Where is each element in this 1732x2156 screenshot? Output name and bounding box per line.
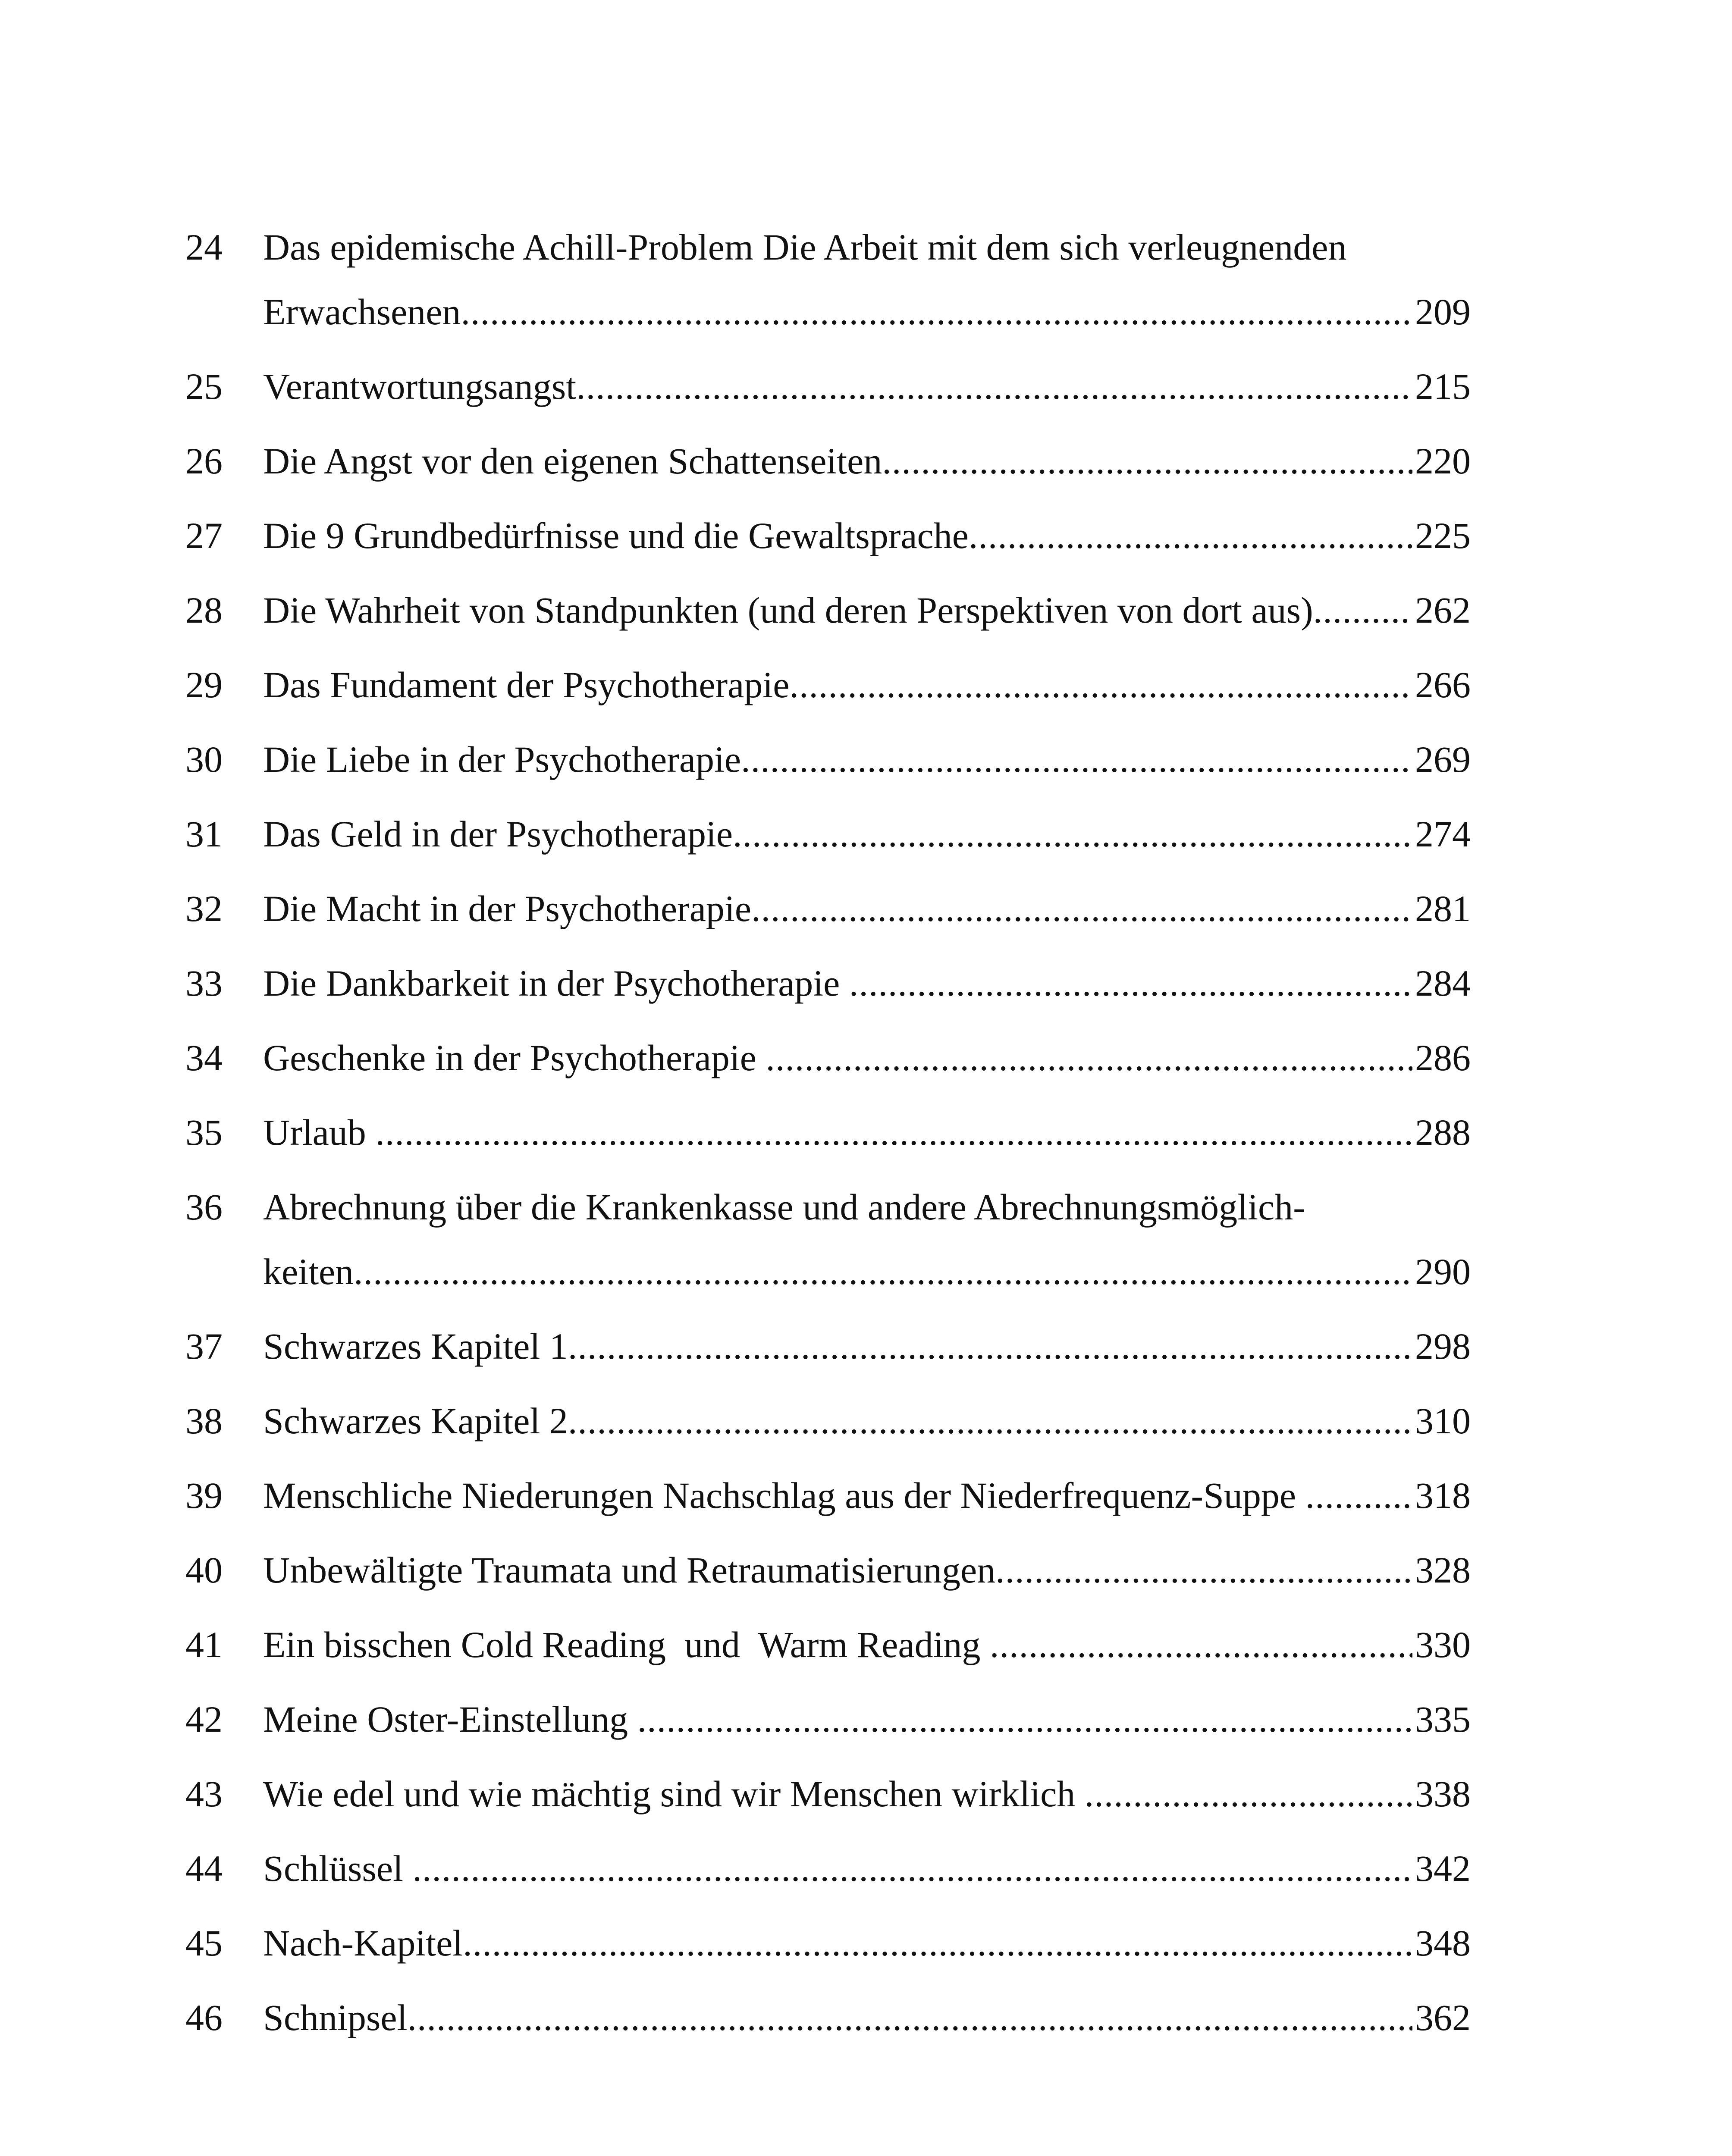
chapter-title: keiten (263, 1251, 354, 1292)
chapter-title: Ein bisschen Cold Reading und Warm Reading (263, 1624, 990, 1665)
chapter-number: 44 (185, 1848, 223, 1889)
toc-entry[interactable] (185, 1538, 1471, 1602)
chapter-number: 39 (185, 1475, 223, 1516)
dot-leader (733, 802, 1412, 866)
toc-leader-line (263, 1100, 1471, 1165)
page-number: 298 (1415, 1326, 1471, 1367)
chapter-title: Wie edel und wie mächtig sind wir Menschen wirklich (263, 1773, 1085, 1814)
page-number: 342 (1415, 1848, 1471, 1889)
dot-leader (354, 1239, 1412, 1304)
toc-leader-line (263, 1911, 1471, 1975)
chapter-title: Verantwortungsangst (263, 366, 577, 407)
toc-leader-line (263, 1239, 1471, 1304)
chapter-title: Schlüssel (263, 1848, 413, 1889)
page-number: 330 (1415, 1624, 1471, 1665)
dot-leader (568, 1314, 1412, 1379)
dot-leader (1085, 1761, 1412, 1826)
page-number: 348 (1415, 1922, 1471, 1964)
chapter-number: 33 (185, 962, 223, 1004)
toc-leader-line (263, 1985, 1471, 2050)
dot-leader (766, 1025, 1412, 1090)
page-number: 269 (1415, 739, 1471, 780)
chapter-title: Die Macht in der Psychotherapie (263, 888, 751, 929)
page-number: 209 (1415, 291, 1471, 332)
dot-leader (576, 354, 1412, 419)
toc-entry[interactable] (185, 1025, 1471, 1090)
chapter-title: Schwarzes Kapitel 2 (263, 1400, 568, 1442)
chapter-number: 24 (185, 226, 223, 268)
toc-entry[interactable] (185, 951, 1471, 1015)
chapter-title: Menschliche Niederungen Nachschlag aus der Niederfrequenz-Suppe (263, 1475, 1305, 1516)
chapter-number: 45 (185, 1922, 223, 1964)
toc-entry[interactable] (185, 1175, 1471, 1304)
dot-leader (568, 1388, 1412, 1453)
chapter-title: Die 9 Grundbedürfnisse und die Gewaltsprache (263, 515, 969, 556)
page-number: 338 (1415, 1773, 1471, 1814)
chapter-number: 32 (185, 888, 223, 929)
toc-leader-line (263, 1538, 1471, 1602)
toc-leader-line (263, 727, 1471, 792)
toc-entry[interactable] (185, 1612, 1471, 1677)
chapter-title: Meine Oster-Einstellung (263, 1698, 637, 1740)
chapter-title: Schnipsel (263, 1997, 408, 2038)
toc-leader-line (263, 802, 1471, 866)
page-number: 215 (1415, 366, 1471, 407)
toc-entry[interactable] (185, 1985, 1471, 2050)
toc-entry[interactable] (185, 1463, 1471, 1528)
toc-leader-line (263, 1025, 1471, 1090)
toc-leader-line (263, 876, 1471, 941)
page-number: 225 (1415, 515, 1471, 556)
chapter-title-line1: Abrechnung über die Krankenkasse und andere Abrechnungsmöglich- (263, 1186, 1305, 1228)
page-number: 220 (1415, 440, 1471, 482)
toc-entry[interactable] (185, 215, 1471, 344)
toc-leader-line (263, 578, 1471, 642)
toc-entry[interactable] (185, 1388, 1471, 1453)
page-number: 288 (1415, 1112, 1471, 1153)
page-number: 266 (1415, 664, 1471, 705)
toc-entry[interactable] (185, 1836, 1471, 1901)
dot-leader (995, 1538, 1412, 1602)
page-number: 310 (1415, 1400, 1471, 1442)
page-number: 262 (1415, 589, 1471, 631)
chapter-number: 46 (185, 1997, 223, 2038)
toc-leader-line (263, 279, 1471, 344)
dot-leader (849, 951, 1412, 1015)
page-number: 318 (1415, 1475, 1471, 1516)
toc-leader-line (263, 354, 1471, 419)
toc-entry[interactable] (185, 876, 1471, 941)
chapter-title: Das Fundament der Psychotherapie (263, 664, 790, 705)
dot-leader (751, 876, 1412, 941)
toc-entry[interactable] (185, 802, 1471, 866)
toc-leader-line (263, 951, 1471, 1015)
chapter-number: 25 (185, 366, 223, 407)
page-number: 290 (1415, 1251, 1471, 1292)
toc-entry[interactable] (185, 354, 1471, 419)
page-number: 286 (1415, 1037, 1471, 1078)
page-number: 281 (1415, 888, 1471, 929)
chapter-number: 30 (185, 739, 223, 780)
chapter-title: Die Wahrheit von Standpunkten (und deren Perspektiven von dort aus) (263, 589, 1313, 631)
dot-leader (741, 727, 1412, 792)
chapter-number: 26 (185, 440, 223, 482)
toc-leader-line (263, 652, 1471, 717)
chapter-number: 37 (185, 1326, 223, 1367)
toc-leader-line (263, 1463, 1471, 1528)
toc-entry-body (263, 215, 1471, 344)
chapter-title: Erwachsenen (263, 291, 461, 332)
dot-leader (969, 503, 1412, 568)
dot-leader (637, 1687, 1412, 1752)
chapter-number: 38 (185, 1400, 223, 1442)
chapter-number: 40 (185, 1549, 223, 1591)
toc-leader-line (263, 1388, 1471, 1453)
toc-entry[interactable] (185, 429, 1471, 493)
page-number: 362 (1415, 1997, 1471, 2038)
chapter-number: 43 (185, 1773, 223, 1814)
toc-entry[interactable] (185, 1911, 1471, 1975)
page-number: 335 (1415, 1698, 1471, 1740)
dot-leader (375, 1100, 1412, 1165)
chapter-number: 29 (185, 664, 223, 705)
dot-leader (412, 1836, 1412, 1901)
toc-entry[interactable] (185, 503, 1471, 568)
chapter-title: Die Dankbarkeit in der Psychotherapie (263, 962, 849, 1004)
dot-leader (1313, 578, 1412, 642)
page-number: 274 (1415, 813, 1471, 855)
page-number: 328 (1415, 1549, 1471, 1591)
dot-leader (789, 652, 1412, 717)
chapter-title-line1: Das epidemische Achill-Problem Die Arbeit mit dem sich verleugnenden (263, 226, 1347, 268)
dot-leader (463, 1911, 1412, 1975)
toc-leader-line (263, 1761, 1471, 1826)
toc-entry[interactable] (185, 1100, 1471, 1165)
dot-leader (990, 1612, 1412, 1677)
chapter-number: 41 (185, 1624, 223, 1665)
dot-leader (407, 1985, 1412, 2050)
dot-leader (461, 279, 1412, 344)
toc-leader-line (263, 429, 1471, 493)
chapter-title: Unbewältigte Traumata und Retraumatisierungen (263, 1549, 996, 1591)
toc-entry[interactable] (185, 727, 1471, 792)
toc-leader-line (263, 503, 1471, 568)
chapter-number: 42 (185, 1698, 223, 1740)
toc-leader-line (263, 1836, 1471, 1901)
toc-entry[interactable] (185, 1761, 1471, 1826)
toc-entry[interactable] (185, 652, 1471, 717)
toc-leader-line (263, 1314, 1471, 1379)
chapter-title: Das Geld in der Psychotherapie (263, 813, 733, 855)
chapter-title: Schwarzes Kapitel 1 (263, 1326, 568, 1367)
dot-leader (1305, 1463, 1412, 1528)
chapter-number: 27 (185, 515, 223, 556)
toc-entry[interactable] (185, 1687, 1471, 1752)
page-number: 284 (1415, 962, 1471, 1004)
dot-leader (882, 429, 1412, 493)
chapter-title: Urlaub (263, 1112, 376, 1153)
toc-entry-body (263, 1175, 1471, 1304)
toc-leader-line (263, 1687, 1471, 1752)
table-of-contents (185, 215, 1471, 2060)
chapter-number: 28 (185, 589, 223, 631)
chapter-number: 31 (185, 813, 223, 855)
chapter-title: Die Angst vor den eigenen Schattenseiten (263, 440, 882, 482)
chapter-title: Geschenke in der Psychotherapie (263, 1037, 766, 1078)
chapter-title: Nach-Kapitel (263, 1922, 463, 1964)
chapter-title: Die Liebe in der Psychotherapie (263, 739, 741, 780)
chapter-number: 35 (185, 1112, 223, 1153)
toc-entry[interactable] (185, 1314, 1471, 1379)
toc-leader-line (263, 1612, 1471, 1677)
toc-entry[interactable] (185, 578, 1471, 642)
chapter-number: 36 (185, 1186, 223, 1228)
chapter-number: 34 (185, 1037, 223, 1078)
